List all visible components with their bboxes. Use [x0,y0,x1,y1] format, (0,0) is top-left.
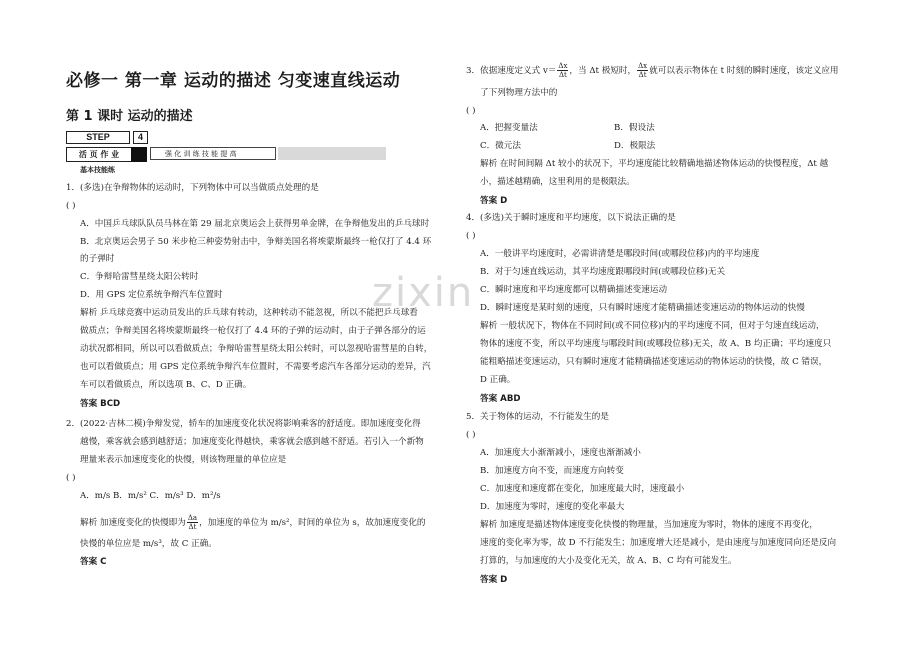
q5-analysis-3: 打算的，与加速度的大小及变化无关，故 A、B、C 均有可能发生。 [480,556,737,566]
q5-blank: ( ) [466,430,476,440]
q5-option-b: B．加速度方向不变，而速度方向转变 [480,466,624,476]
q2-answer: 答案 C [80,557,107,567]
frac-da-dt [187,514,198,531]
q3-answer: 答案 D [480,196,508,206]
q3-stem-2: 了下列物理方法中的 [480,88,558,98]
q4-stem: 4．(多选)关于瞬时速度和平均速度，以下说法正确的是 [466,213,676,223]
frac-dx-dt-1 [557,62,568,79]
step-bar-right [278,147,386,160]
q2-stem-3: 理量来表示加速度变化的快慢，则该物理量的单位应是 [80,455,287,465]
q2-options: A．m/s B．m/s² C．m/s³ D．m²/s [80,491,221,501]
frac-dx-dt-2 [637,62,648,79]
q3-option-c: C．微元法 [480,141,521,151]
q1-option-b: B．北京奥运会男子 50 米步枪三种姿势射击中，争辩美国名将埃蒙斯最终一枪仅打了 4.4 环 [80,237,432,247]
q1-analysis-3: 动状况都相同，所以可以看做质点；争辩哈雷彗星绕太阳公转时，可以忽视哈雷彗星的自转， [80,344,433,354]
step-bar-mid: 强 化 训 练 技 能 提 高 [150,147,276,160]
q4-analysis-2: 物体的速度不变，所以平均速度与哪段时间(或哪段位移)无关，故 A、B 均正确；平均速度只 [480,339,832,349]
q4-option-c: C．瞬时速度和平均速度都可以精确描述变速运动 [480,285,668,295]
q2-analysis-lead: 解析 加速度变化的快慢即为 [80,518,186,528]
step-bar-block [131,147,147,162]
q5-option-c: C．加速度和速度都在变化，加速度最大时，速度最小 [480,484,685,494]
step-number: 4 [133,131,148,144]
q2-stem-2: 越慢，乘客就会感到越舒适；加速度变化得越快，乘客就会感到越不舒适。若引入一个新物 [80,437,424,447]
q3-lead: 3．依据速度定义式 v＝ [466,66,557,76]
q1-answer: 答案 BCD [80,399,121,409]
q2-analysis-tail: ，加速度的单位为 m/s²，时间的单位为 s，故加速度变化的 [199,518,426,528]
watermark: zixin [372,270,475,316]
q4-option-d: D．瞬时速度是某时刻的速度，只有瞬时速度才能精确描述变速运动的物体运动的快慢 [480,303,805,313]
q3-analysis-1: 解析 在时间间隔 Δt 较小的状况下，平均速度能比较精确地描述物体运动的快慢程度，Δt 越 [480,159,829,169]
frac-den: Δt [638,71,647,79]
q1-option-d: D．用 GPS 定位系统争辩汽车位置时 [80,290,223,300]
q4-answer: 答案 ABD [480,394,521,404]
q3-tail: 就可以表示物体在 t 时刻的瞬时速度，该定义应用 [649,66,839,76]
q3-blank: ( ) [466,106,476,116]
q2-analysis-1 [80,514,426,531]
q1-analysis-1: 解析 乒乓球竞赛中运动员发出的乒乓球有转动，这种转动不能忽视，所以不能把乒乓球看 [80,308,418,318]
frac-num: Δx [558,62,568,70]
q2-analysis-2: 快慢的单位应是 m/s³，故 C 正确。 [80,539,217,549]
frac-num: Δx [638,62,648,70]
q1-option-c: C．争辩哈雷彗星绕太阳公转时 [80,272,199,282]
q4-blank: ( ) [466,231,476,241]
q3-option-a: A．把握变量法 [480,123,538,133]
q4-analysis-3: 能粗略描述变速运动，只有瞬时速度才能精确描述变速运动的物体运动的快慢，故 C 错误， [480,357,828,367]
q5-answer: 答案 D [480,575,508,585]
q5-option-d: D．加速度为零时，速度的变化率最大 [480,502,625,512]
q4-option-a: A．一般讲平均速度时，必需讲清楚是哪段时间(或哪段位移)内的平均速度 [480,249,760,259]
q5-stem: 5．关于物体的运动，不行能发生的是 [466,412,609,422]
q3-mid: ，当 Δt 极短时， [569,66,637,76]
step-label: STEP [66,131,130,144]
frac-den: Δt [558,71,567,79]
q3-option-d: D．极限法 [614,141,656,151]
step-bar-left: 活 页 作 业 [66,147,132,162]
q1-analysis-5: 车可以看做质点，所以选项 B、C、D 正确。 [80,380,252,390]
q1-analysis-2: 做质点；争辩美国名将埃蒙斯最终一枪仅打了 4.4 环的子弹的运动时，由于子弹各部分的运 [80,326,426,336]
q1-option-a: A．中国乒乓球队队员马林在第 29 届北京奥运会上获得男单金牌，在争辩他发出的乒乓球时 [80,219,430,229]
q1-stem: 1．(多选)在争辩物体的运动时，下列物体中可以当做质点处理的是 [66,183,319,193]
q4-analysis-1: 解析 一般状况下，物体在不同时间(或不同位移)内的平均速度不同，但对于匀速直线运动， [480,321,825,331]
frac-den: Δt [188,523,197,531]
q1-analysis-4: 也可以看做质点；用 GPS 定位系统争辩汽车位置时，不需要考虑汽车各部分运动的差异，汽 [80,362,431,372]
q3-option-b: B．假设法 [614,123,655,133]
q5-analysis-1: 解析 加速度是描述物体速度变化快慢的物理量，当加速度为零时，物体的速度不再变化， [480,520,818,530]
q2-blank: ( ) [66,473,76,483]
q3-stem-1 [466,62,839,79]
page-title: 必修一 第一章 运动的描述 匀变速直线运动 [66,71,401,91]
q5-option-a: A．加速度大小渐渐减小，速度也渐渐减小 [480,448,641,458]
q3-analysis-2: 小，描述越精确，这里利用的是极限法。 [480,177,635,187]
q1-blank: ( ) [66,201,76,211]
q4-option-b: B．对于匀速直线运动，其平均速度跟哪段时间(或哪段位移)无关 [480,267,726,277]
section-label: 基本技能练 [80,166,115,174]
q2-stem-1: 2．(2022·吉林二模)争辩发觉，轿车的加速度变化状况将影响乘客的舒适度。即加速度变化得 [66,419,421,429]
q4-analysis-4: D 正确。 [480,375,516,385]
q1-option-b-cont: 的子弹时 [80,254,115,264]
q5-analysis-2: 速度的变化率为零，故 D 不行能发生；加速度增大还是减小，是由速度与加速度同向还是反向 [480,538,837,548]
lesson-subtitle: 第 1 课时 运动的描述 [66,109,193,124]
frac-num: Δa [187,514,198,522]
